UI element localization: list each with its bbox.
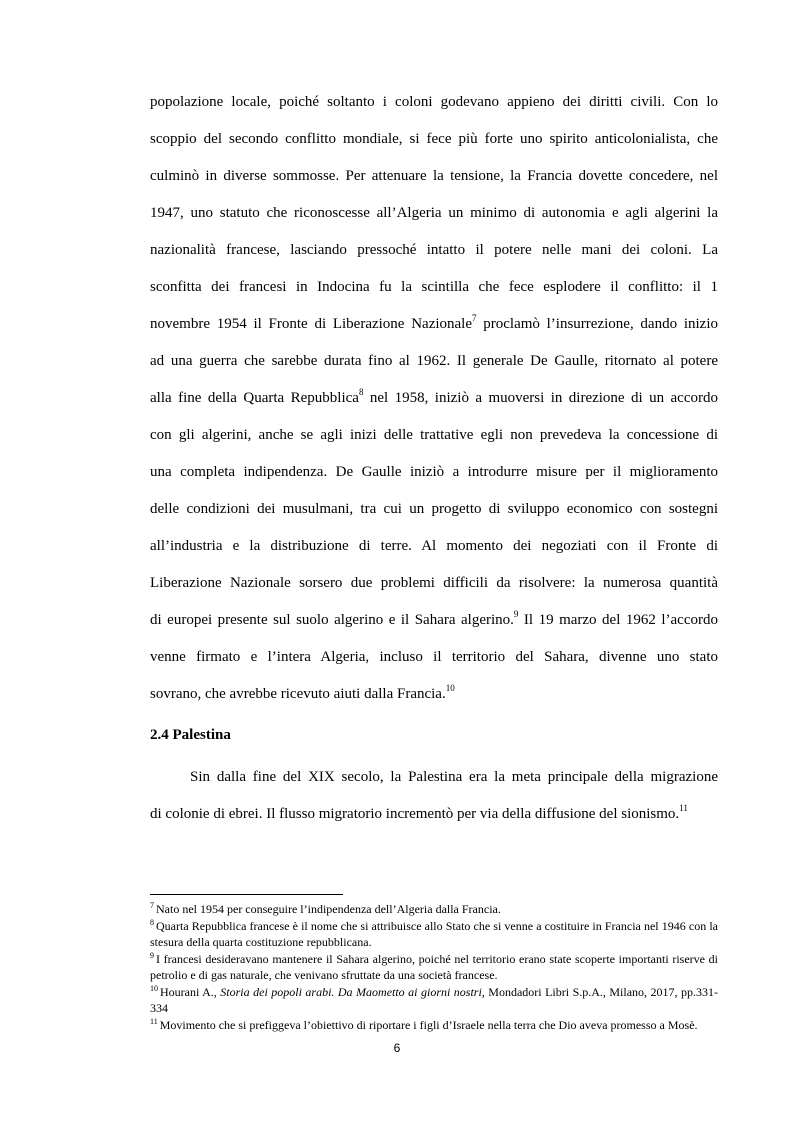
text-line: di colonie di ebrei. Il flusso migratorio incrementò per via della diffusione del sionismo.$^{11}$ [150,803,688,822]
body-text [150,84,718,833]
footnote: $^{10}$ Hourani A., Storia dei popoli arabi. Da Maometto ai giorni nostri, Mondadori Libri S.p.A., Milano, 2017, pp.331-334 [150,983,719,1015]
text-line: ad una guerra che sarebbe durata fino al 1962. Il generale De Gaulle, ritornato al potere [150,353,718,369]
text-line: novembre 1954 il Fronte di Liberazione Nazionale$^7$ proclamò l’insurrezione, dando inizio [150,313,718,332]
footnote: $^7$ Nato nel 1954 per conseguire l’indipendenza dell’Algeria dalla Francia. [150,901,501,916]
paragraph-palestina [150,759,718,833]
text-line: sconfitta dei francesi in Indocina fu la scintilla che fece esplodere il conflitto: il 1 [150,279,718,295]
footnote-number: 7 [150,901,154,910]
footnote-ref[interactable]: 8 [358,387,364,397]
book-title: Storia dei popoli arabi. Da Maometto ai giorni nostri [220,984,482,999]
paragraph-algeria [150,84,718,713]
text-line: venne firmato e l’intera Algeria, incluso il territorio del Sahara, divenne uno stato [150,649,718,665]
footnote-ref[interactable]: 7 [472,313,477,323]
text-line: culminò in diverse sommosse. Per attenuare la tensione, la Francia dovette concedere, nel [150,168,718,184]
footnote: $^9$ I francesi desideravano mantenere il Sahara algerino, poiché nel territorio erano state scoperte importanti riserve di petrolio e di gas naturale, che venivano sfruttate da una società francese. [150,950,718,982]
text-line: delle condizioni dei musulmani, tra cui un progetto di sviluppo economico con sostegni [150,501,718,517]
text-line: una completa indipendenza. De Gaulle iniziò a introdurre misure per il miglioramento [150,464,718,480]
text-line: scoppio del secondo conflitto mondiale, si fece più forte uno spirito anticolonialista, che [150,131,718,147]
text-line: sovrano, che avrebbe ricevuto aiuti dalla Francia.$^{10}$ [150,683,455,702]
footnote-number: 11 [150,1016,158,1026]
footnote-ref[interactable]: 9 [513,609,519,619]
text-line: Sin dalla fine del XIX secolo, la Palestina era la meta principale della migrazione [190,769,718,785]
footnote-number: 9 [150,950,154,960]
text-line: con gli algerini, anche se agli inizi delle trattative egli non prevedeva la concessione di [150,427,718,443]
text-line: di europei presente sul suolo algerino e il Sahara algerino.$^9$ Il 19 marzo del 1962 l’accordo [150,609,718,628]
section-heading: 2.4 Palestina [150,727,231,743]
page-number: 6 [393,1041,401,1055]
footnote-number: 8 [150,917,154,927]
footnote: $^8$ Quarta Repubblica francese è il nome che si attribuisce allo Stato che si venne a costituire in Francia nel 1946 con la stesura della quarta costituzione repubblicana. [150,917,718,949]
footnotes [150,901,718,1033]
text-line: nazionalità francese, lasciando pressoché intatto il potere nelle mani dei coloni. La [150,242,718,258]
text-line: alla fine della Quarta Repubblica$^8$ nel 1958, iniziò a muoversi in direzione di un accordo [150,387,718,406]
text-line: 1947, uno statuto che riconoscesse all’Algeria un minimo di autonomia e agli algerini la [150,205,718,221]
footnote-divider [150,894,343,895]
text-line: Liberazione Nazionale sorsero due problemi difficili da risolvere: la numerosa quantità [150,575,718,591]
text-line: popolazione locale, poiché soltanto i coloni godevano appieno dei diritti civili. Con lo [150,94,718,110]
text-line: all’industria e la distribuzione di terre. Al momento dei negoziati con il Fronte di [150,538,718,554]
footnote-ref[interactable]: 10 [445,683,455,693]
footnote: $^{11}$ Movimento che si prefiggeva l’obiettivo di riportare i figli d’Israele nella terra che Dio aveva promesso a Mosè. [150,1016,698,1032]
footnote-ref[interactable]: 11 [679,803,688,813]
footnote-number: 10 [150,983,158,993]
